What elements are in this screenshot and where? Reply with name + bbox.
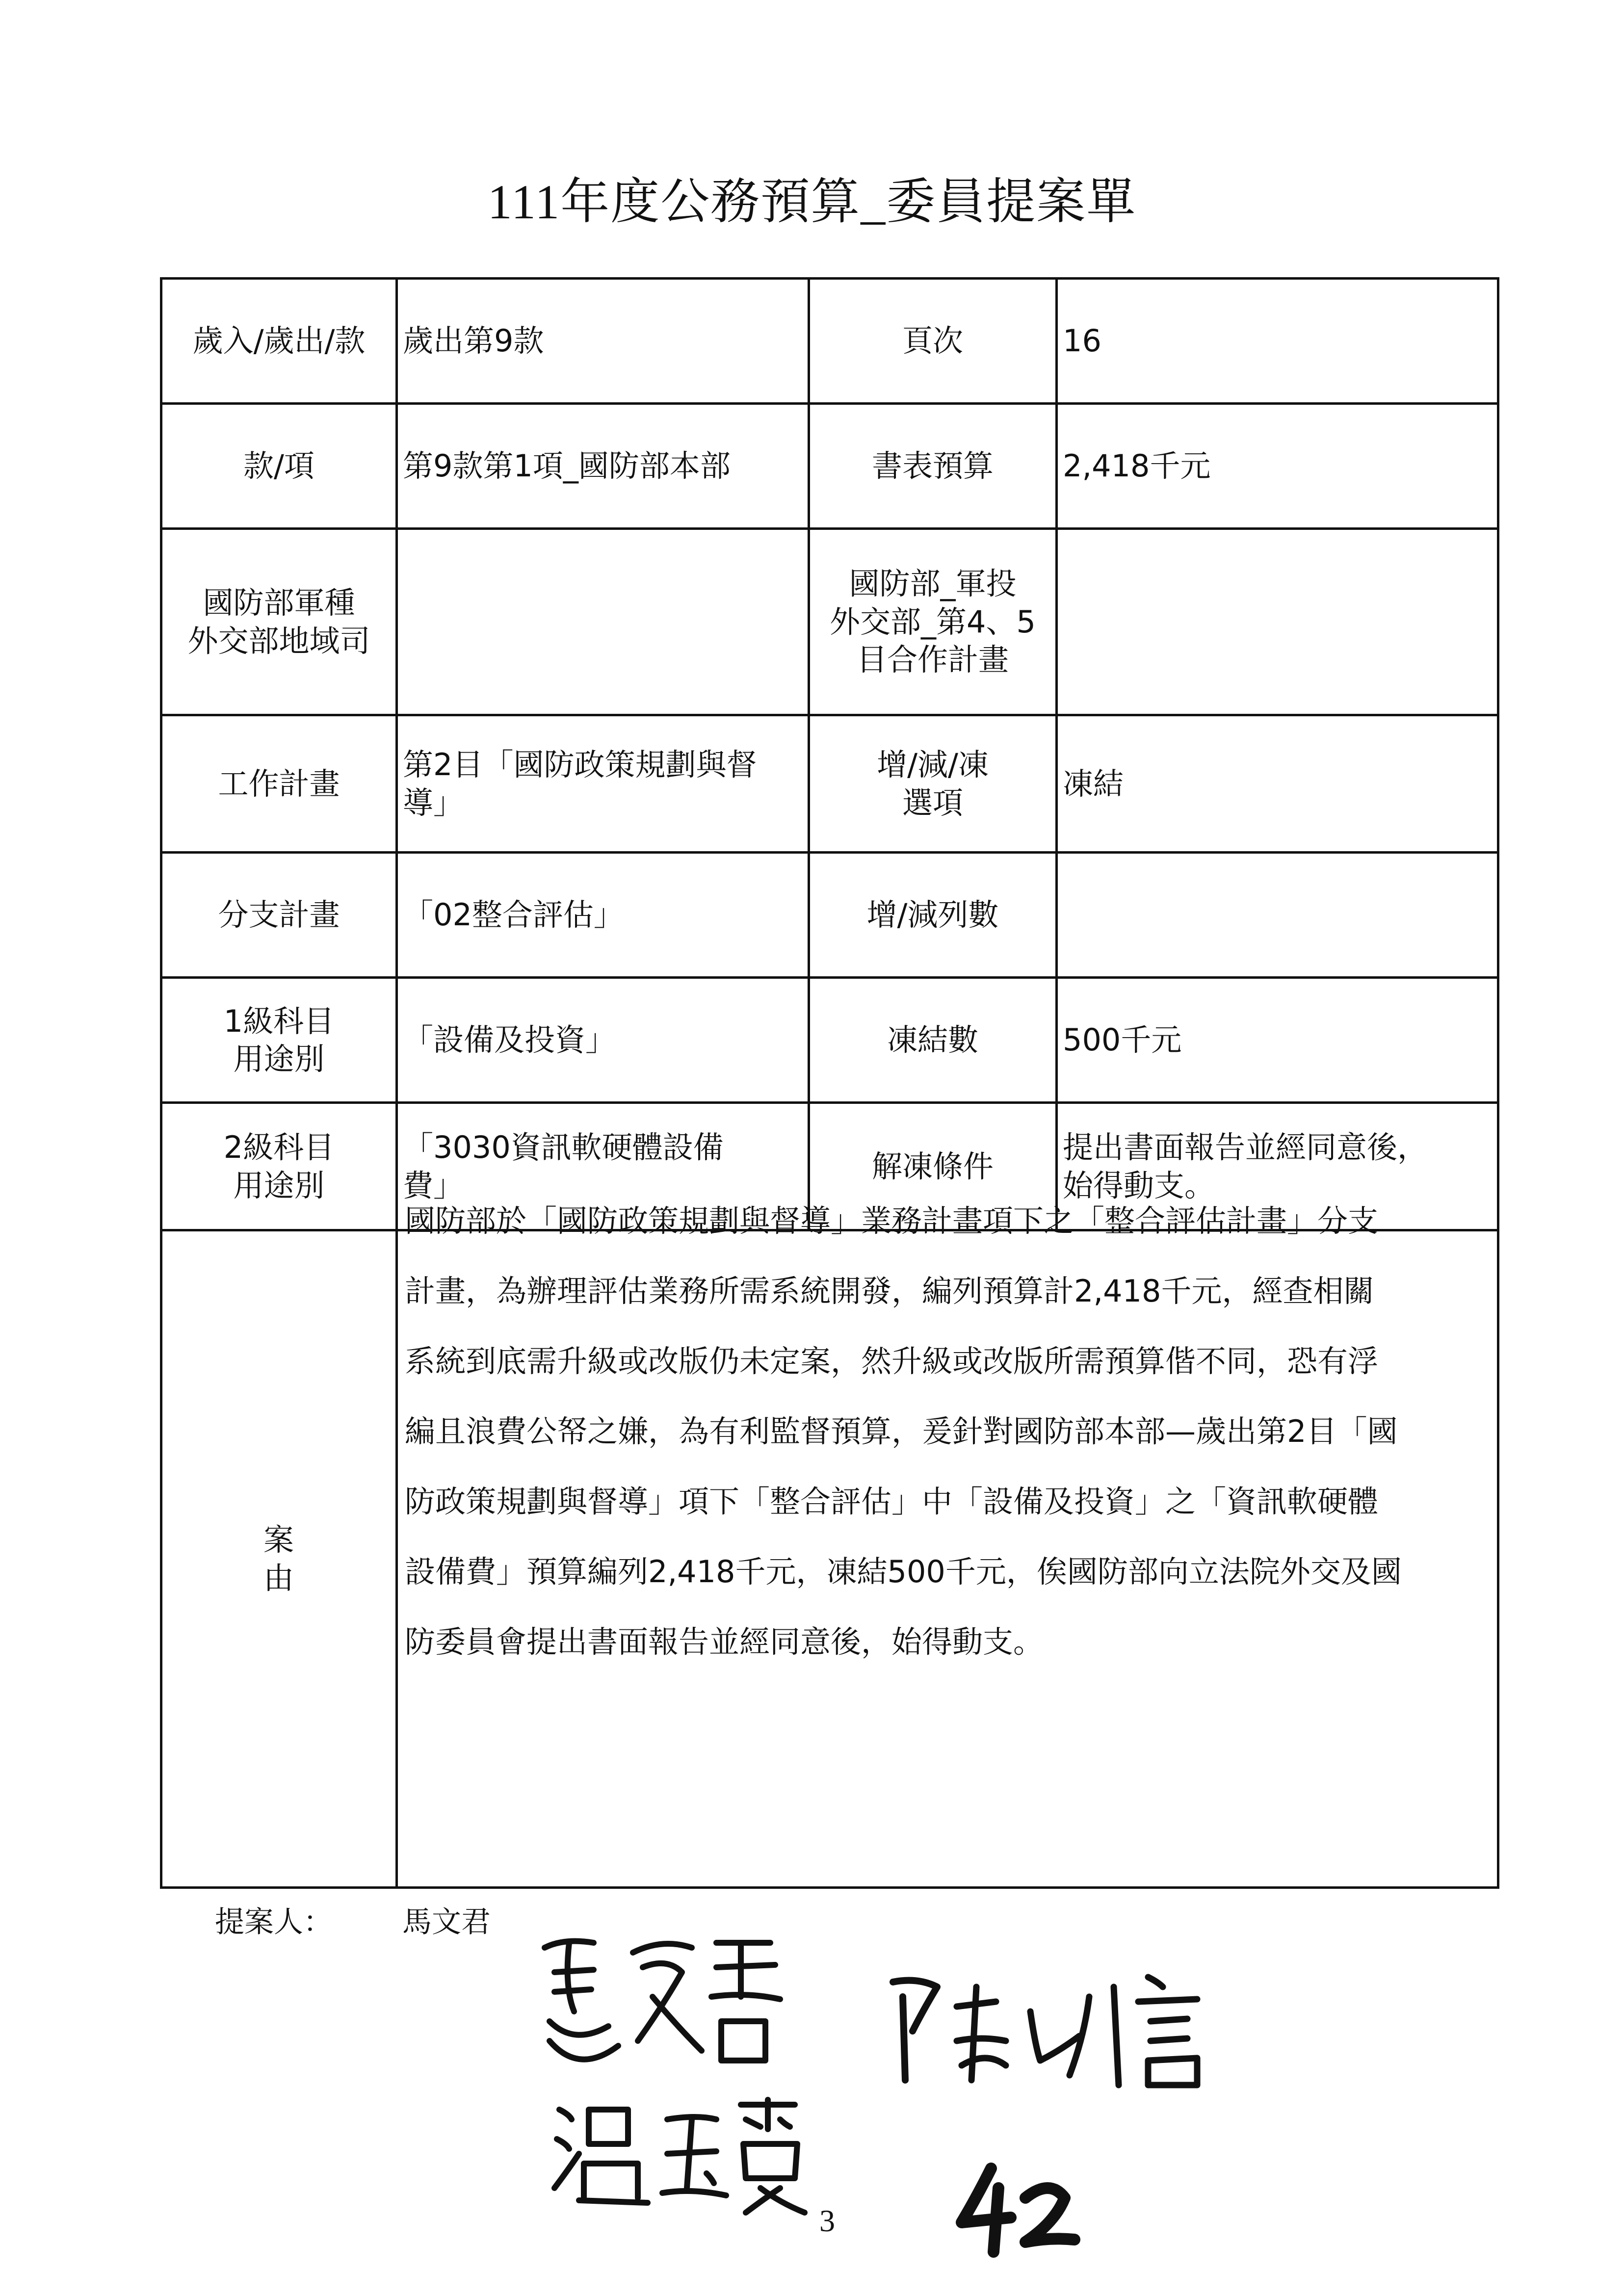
dept-label [161, 529, 397, 715]
plan-a-value [1057, 529, 1498, 715]
reason-text [397, 1203, 1498, 1888]
table-row [161, 529, 1498, 715]
option-label [809, 715, 1057, 853]
freeze-value: 500千元 [1057, 978, 1498, 1103]
proposer-label: 提案人： [215, 1905, 333, 1939]
subject1-label-line: 1級科目 [223, 1003, 335, 1039]
count-label: 增/減列數 [809, 853, 1057, 978]
dept-label-line: 外交部地域司 [187, 623, 370, 659]
reason-line: 系統到底需升級或改版仍未定案，然升級或改版所需預算偕不同，恐有浮 [405, 1343, 1379, 1379]
branch-value: 「02整合評估」 [397, 853, 809, 978]
page-number: 3 [819, 2203, 835, 2238]
reason-line: 設備費」預算編列2,418千元，凍結500千元，俟國防部向立法院外交及國 [405, 1554, 1402, 1590]
option-value: 凍結 [1057, 715, 1498, 853]
unfreeze-value-line: 提出書面報告並經同意後， [1063, 1129, 1428, 1165]
subject2-label-line: 用途別 [233, 1167, 325, 1203]
budget-value: 2,418千元 [1057, 404, 1498, 529]
plan-a-label-line: 目合作計畫 [856, 642, 1009, 678]
form-title: 111年度公務預算_委員提案單 [487, 175, 1137, 229]
signature-2 [550, 2090, 814, 2218]
reason-line: 防政策規劃與督導」項下「整合評估」中「設備及投資」之「資訊軟硬體 [405, 1484, 1379, 1519]
branch-label: 分支計畫 [161, 853, 397, 978]
plan-a-label-line: 國防部_軍投 [849, 566, 1017, 602]
subject2-label [161, 1103, 397, 1230]
option-label-line: 選項 [902, 784, 963, 821]
item-value: 第9款第1項_國防部本部 [397, 404, 809, 529]
proposer-name: 馬文君 [402, 1905, 491, 1939]
reason-line: 國防部於「國防政策規劃與督導」業務計畫項下之「整合評估計畫」分支 [405, 1203, 1379, 1239]
subject2-label-line: 2級科目 [223, 1129, 335, 1165]
table-row [161, 978, 1498, 1103]
reason-line: 計畫，為辦理評估業務所需系統開發，編列預算計2,418千元，經查相關 [405, 1273, 1374, 1309]
budget-label: 書表預算 [809, 404, 1057, 529]
table-row [161, 715, 1498, 853]
table-row [161, 279, 1498, 404]
table-row [161, 853, 1498, 978]
page-label: 頁次 [809, 279, 1057, 404]
table-row [161, 1230, 1498, 1888]
dept-value [397, 529, 809, 715]
table-row [161, 404, 1498, 529]
proposal-form-table [160, 277, 1499, 1889]
freeze-label: 凍結數 [809, 978, 1057, 1103]
subject2-value-line: 「3030資訊軟硬體設備 [403, 1129, 724, 1165]
plan-a-label-line: 外交部_第4、5 [830, 603, 1036, 640]
unfreeze-value-line: 始得動支。 [1063, 1167, 1215, 1203]
unfreeze-label: 解凍條件 [809, 1103, 1057, 1230]
dept-label-line: 國防部軍種 [203, 585, 355, 621]
signature-3 [883, 1967, 1227, 2095]
signature-1 [535, 1928, 790, 2085]
reason-label: 案 由 [161, 1230, 397, 1888]
option-label-line: 增/減/凍 [877, 747, 989, 783]
work-plan-value [397, 715, 809, 853]
category-value: 歲出第9款 [397, 279, 809, 404]
subject1-value: 「設備及投資」 [397, 978, 809, 1103]
subject1-label [161, 978, 397, 1103]
subject2-value-line: 費」 [403, 1167, 464, 1203]
reason-line: 防委員會提出書面報告並經同意後，始得動支。 [405, 1624, 1044, 1660]
work-plan-value-line: 導」 [403, 784, 464, 821]
work-plan-label: 工作計畫 [161, 715, 397, 853]
item-label: 款/項 [161, 404, 397, 529]
count-value [1057, 853, 1498, 978]
handwritten-number [952, 2159, 1079, 2257]
reason-line: 編且浪費公帑之嫌，為有利監督預算，爰針對國防部本部—歲出第2目「國 [405, 1413, 1398, 1449]
page-value: 16 [1057, 279, 1498, 404]
plan-a-label [809, 529, 1057, 715]
category-label: 歲入/歲出/款 [161, 279, 397, 404]
work-plan-value-line: 第2目「國防政策規劃與督 [403, 747, 757, 783]
subject1-label-line: 用途別 [233, 1041, 325, 1077]
